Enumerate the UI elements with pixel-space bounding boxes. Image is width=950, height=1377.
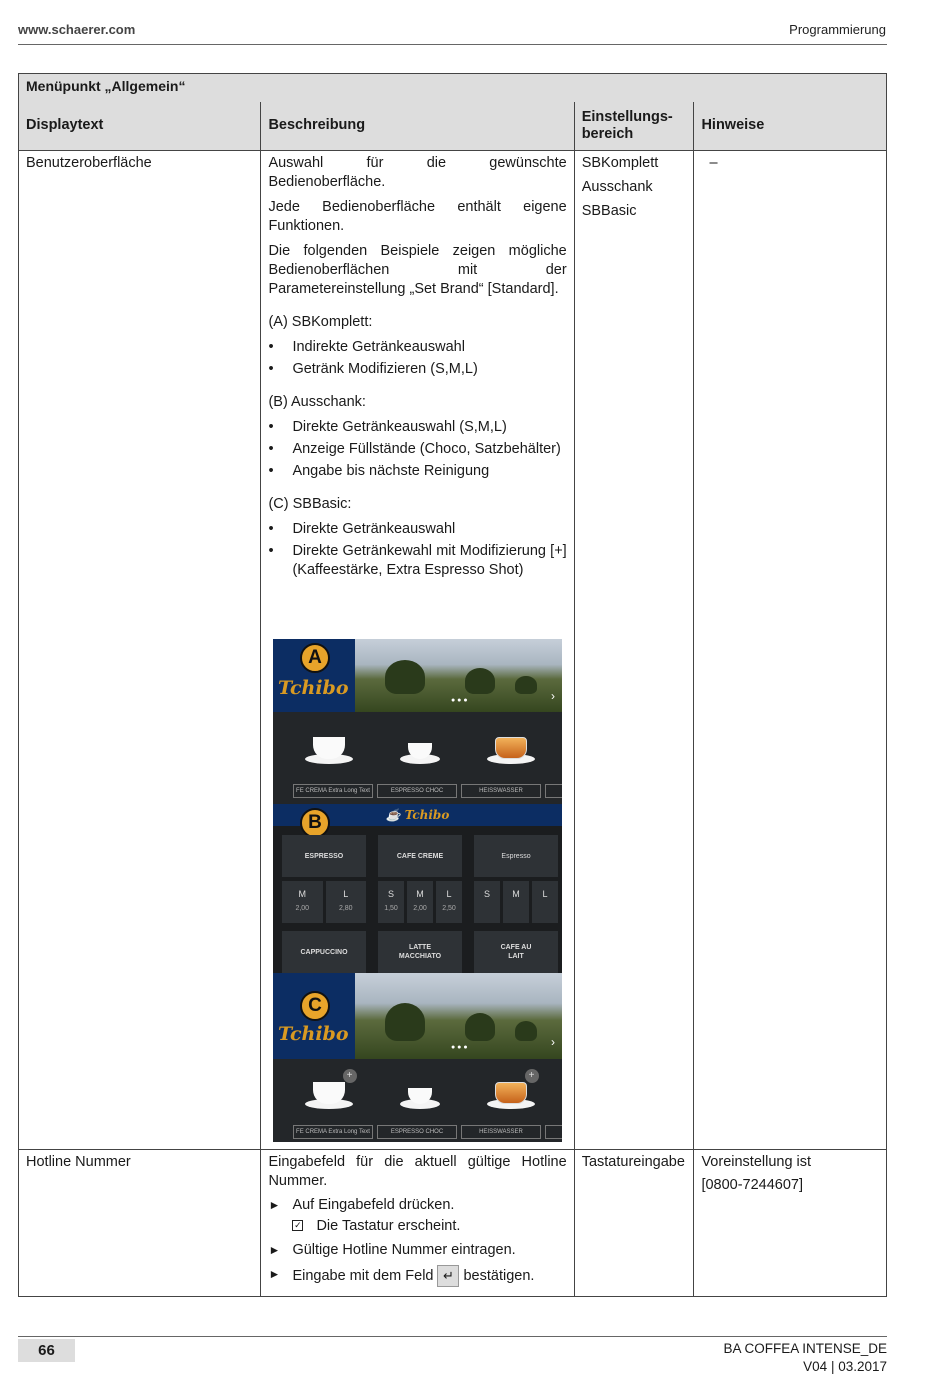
list-item: • Indirekte Getränkeauswahl: [268, 339, 465, 355]
screenshot-c-sbbasic: [273, 973, 562, 1142]
row2-hint: [693, 1150, 886, 1296]
arrow-icon: ►: [268, 1198, 281, 1212]
row1-hint: –: [693, 151, 886, 1149]
col-header-einstellungsbereich: Einstellungs- bereich: [574, 102, 694, 150]
product-label[interactable]: ESPRESSO CHOC: [377, 784, 457, 798]
col-header-beschreibung: Beschreibung: [260, 102, 573, 150]
desc-paragraph: Jede Bedienoberfläche enthält eigene Funktionen.: [268, 199, 567, 234]
size-button[interactable]: M 2,00: [407, 881, 433, 923]
product-label[interactable]: FE CREMA Extra Long Text: [293, 784, 373, 798]
drink-button[interactable]: LATTE MACCHIATO: [378, 931, 462, 973]
drink-button[interactable]: CAFE CREME: [378, 835, 462, 877]
range-option: SBKomplett: [581, 155, 659, 171]
row2-description: [260, 1150, 573, 1296]
tchibo-header: ☕ Tchibo: [273, 804, 562, 826]
product-label-partial[interactable]: [545, 1125, 562, 1139]
section-b-list: [268, 418, 566, 481]
screenshot-b-ausschank: [273, 804, 562, 973]
screenshot-a-sbkomplett: [273, 639, 562, 804]
checkbox-icon: ✓: [294, 1220, 302, 1230]
plus-icon[interactable]: +: [525, 1069, 539, 1083]
section-c-list: [268, 520, 566, 580]
desc-paragraph: Eingabefeld für die aktuell gültige Hotline Nummer.: [268, 1154, 567, 1189]
header-site: www.schaerer.com: [18, 22, 136, 37]
menu-title: Menüpunkt „Allgemein“: [26, 78, 186, 94]
header-section: Programmierung: [789, 22, 886, 37]
size-button[interactable]: L 2,50: [436, 881, 462, 923]
row2-range: Tastatureingabe: [574, 1150, 694, 1296]
product-label[interactable]: ESPRESSO CHOC: [377, 1125, 457, 1139]
drink-button[interactable]: ESPRESSO: [282, 835, 366, 877]
tea-glass-icon[interactable]: [487, 730, 531, 764]
tchibo-logo: A Tchibo: [273, 639, 355, 712]
size-button[interactable]: L: [532, 881, 558, 923]
coffee-cup-icon[interactable]: [305, 1070, 353, 1109]
section-a-list: [268, 338, 566, 379]
chevron-right-icon: ›: [551, 1035, 555, 1049]
badge-c: C: [300, 991, 330, 1021]
doc-name: BA COFFEA INTENSE_DE: [723, 1341, 887, 1356]
badge-a: A: [300, 643, 330, 673]
row1-range: [574, 151, 694, 1149]
list-item: • Angabe bis nächste Reinigung: [268, 463, 490, 479]
drink-grid: [282, 835, 558, 973]
step-item: ► Auf Eingabefeld drücken.: [268, 1197, 455, 1213]
coffee-cup-icon[interactable]: [305, 730, 349, 764]
list-item: • Direkte Getränkeauswahl (S,M,L): [268, 419, 507, 435]
list-item: • Direkte Getränkewahl mit Modifizierung [+] (Kaffeestärke, Extra Espresso Shot): [268, 543, 567, 578]
page-number: 66: [18, 1339, 75, 1362]
list-item: • Getränk Modifizieren (S,M,L): [268, 361, 478, 377]
size-button[interactable]: L 2,80: [326, 881, 367, 923]
tea-glass-icon[interactable]: [487, 1070, 535, 1109]
tchibo-logo-icon: ☕: [385, 808, 405, 822]
pager-dots-icon: ● ● ●: [451, 1044, 468, 1051]
range-option: Ausschank: [581, 179, 653, 195]
espresso-cup-icon[interactable]: [396, 730, 440, 764]
espresso-cup-icon[interactable]: [396, 1075, 440, 1109]
size-button[interactable]: S: [474, 881, 500, 923]
drink-button[interactable]: Espresso: [474, 835, 558, 877]
desc-paragraph: Die folgenden Beispiele zeigen mögliche Bedienoberflächen mit der Parametereinstellung „Set Brand“ [Standard].: [268, 243, 567, 297]
arrow-icon: ►: [268, 1243, 281, 1257]
range-option: SBBasic: [581, 203, 637, 219]
size-selector: [474, 881, 558, 923]
footer-divider: [18, 1336, 887, 1337]
footer-info: [723, 1340, 887, 1376]
badge-b: B: [300, 808, 330, 838]
step-item: ► Eingabe mit dem Feld ↵ bestätigen.: [268, 1265, 566, 1287]
desc-paragraph: Auswahl für die gewünschte Bedienoberfläche.: [268, 155, 567, 190]
section-c-title: (C) SBBasic:: [268, 496, 352, 512]
plus-icon[interactable]: +: [343, 1069, 357, 1083]
col-header-hinweise: Hinweise: [693, 102, 886, 150]
hint-text: Voreinstellung ist: [701, 1154, 812, 1170]
size-button[interactable]: S 1,50: [378, 881, 404, 923]
ui-screenshots: [273, 639, 562, 1142]
row2-displaytext: Hotline Nummer: [26, 1154, 131, 1170]
table-header: [19, 74, 886, 151]
result-item: ✓ Die Tastatur erscheint.: [294, 1218, 461, 1234]
chevron-right-icon: ›: [551, 689, 555, 703]
landscape-image: [355, 639, 562, 712]
size-selector: [378, 881, 462, 923]
landscape-image: [355, 973, 562, 1059]
doc-version: V04 | 03.2017: [803, 1359, 887, 1374]
size-button[interactable]: M: [503, 881, 529, 923]
drink-button[interactable]: CAPPUCCINO: [282, 931, 366, 973]
row1-displaytext: Benutzeroberfläche: [26, 155, 152, 171]
section-a-title: (A) SBKomplett:: [268, 314, 373, 330]
step-item: ► Gültige Hotline Nummer eintragen.: [268, 1242, 516, 1258]
drink-button[interactable]: CAFE AU LAIT: [474, 931, 558, 973]
product-label[interactable]: HEISSWASSER: [461, 1125, 541, 1139]
size-button[interactable]: M 2,00: [282, 881, 323, 923]
list-item: • Direkte Getränkeauswahl: [268, 521, 456, 537]
col-header-displaytext: Displaytext: [26, 117, 104, 134]
pager-dots-icon: ● ● ●: [451, 697, 468, 704]
list-item: • Anzeige Füllstände (Choco, Satzbehälter): [268, 441, 561, 457]
section-b-title: (B) Ausschank:: [268, 394, 366, 410]
arrow-icon: ►: [268, 1267, 281, 1281]
hint-value: [0800-7244607]: [701, 1177, 804, 1193]
product-label[interactable]: FE CREMA Extra Long Text: [293, 1125, 373, 1139]
header-divider: [18, 44, 887, 45]
enter-key-icon: ↵: [437, 1265, 459, 1287]
product-label[interactable]: HEISSWASSER: [461, 784, 541, 798]
product-label-partial[interactable]: [545, 784, 562, 798]
tchibo-logo: C Tchibo: [273, 973, 355, 1059]
table-row: [19, 1150, 886, 1296]
size-selector: [282, 881, 366, 923]
